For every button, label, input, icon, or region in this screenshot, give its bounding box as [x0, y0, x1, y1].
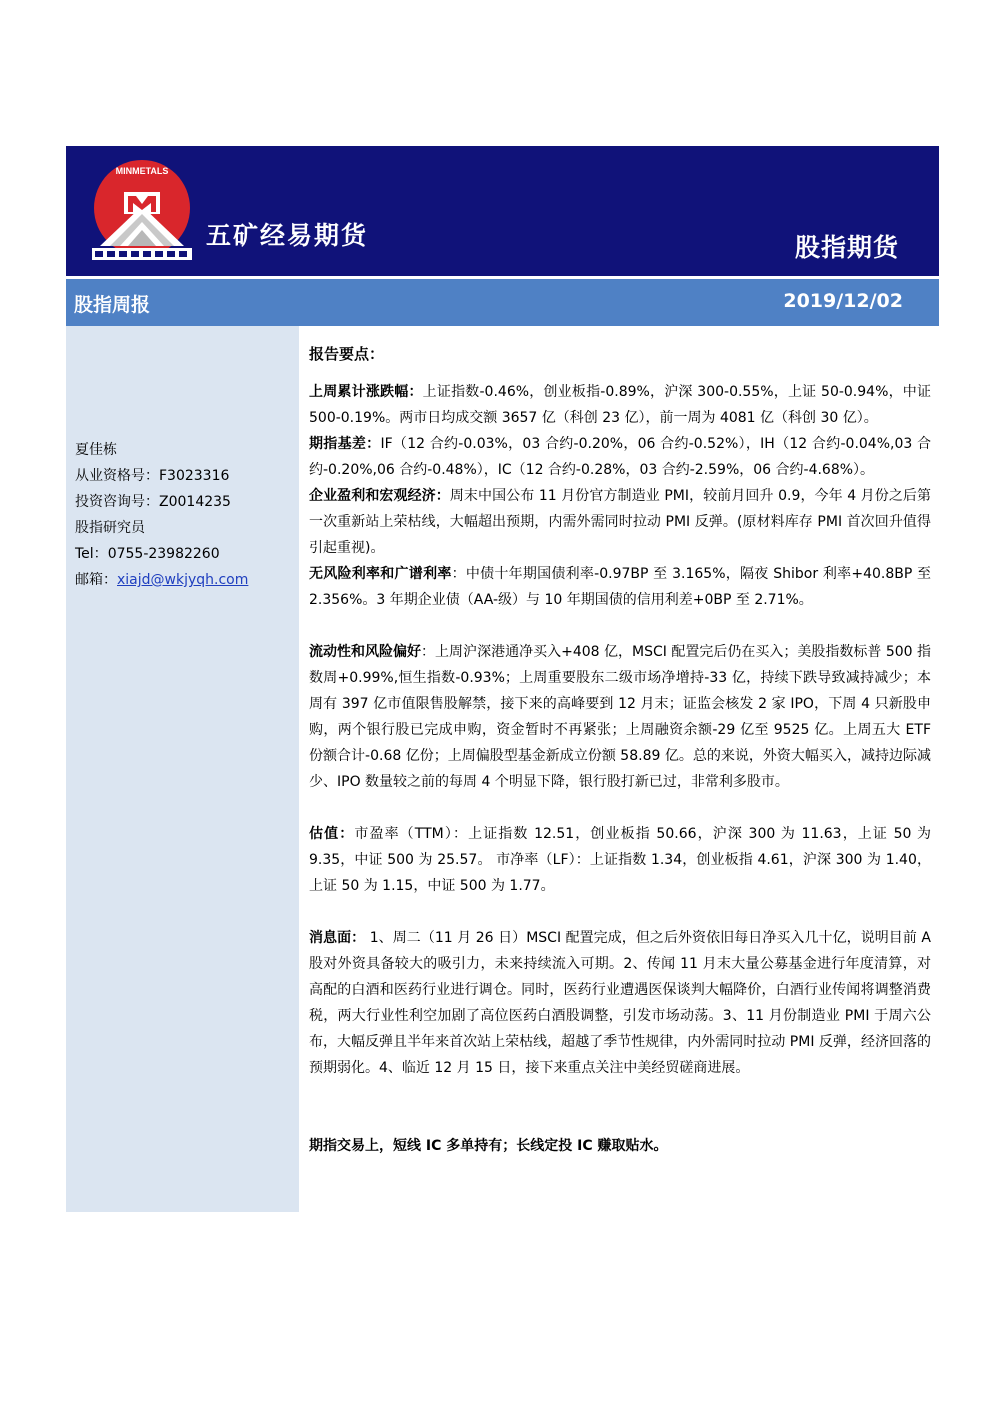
author-title: 股指研究员 [75, 520, 145, 536]
label-news: 消息面： [309, 930, 366, 946]
label-rates: 无风险利率和广谱利率 [309, 566, 452, 582]
author-name: 夏佳栋 [75, 442, 117, 458]
paragraph-news: 消息面： 1、周二（11 月 26 日）MSCI 配置完成，但之后外资依旧每日净买入几十亿，说明目前 A 股对外资具备较大的吸引力，未来持续流入可期。2、传闻 11 月末大量公募基金进行年度清算，对高配的白酒和医药行业进行调仓。同时，医药行业遭遇医保谈判大幅降价，白酒行业传闻将调整消费税，两大行业性利空加剧了高位医药白酒股调整，引发市场动荡。3、11 月份制造业 PMI 于周六公布，大幅反弹且半年来首次站上荣枯线，超越了季节性规律，内外需同时拉动 PMI 反弹，经济回落的预期弱化。4、临近 12 月 15 日，接下来重点关注中美经贸磋商进展。 [309, 930, 931, 1076]
report-subheader [66, 279, 939, 326]
minmetals-logo [90, 154, 194, 264]
email-line [75, 567, 248, 593]
report-content [309, 341, 931, 1159]
email-link[interactable]: xiajd@wkjyqh.com [117, 572, 249, 588]
paragraph-macro: 企业盈利和宏观经济：周末中国公布 11 月份官方制造业 PMI，较前月回升 0.9，今年 4 月份之后第一次重新站上荣枯线，大幅超出预期，内需外需同时拉动 PMI 反弹。(原材料库存 PMI 首次回升值得引起重视)。 [309, 488, 932, 556]
paragraph-conclusion: 期指交易上，短线 IC 多单持有；长线定投 IC 赚取贴水。 [309, 1138, 668, 1154]
svg-text:MINMETALS: MINMETALS [115, 166, 169, 176]
advisory-line [75, 489, 248, 515]
author-info [75, 437, 248, 593]
label-basis: 期指基差： [309, 436, 381, 452]
paragraph-liquidity: 流动性和风险偏好：上周沪深港通净买入+408 亿，MSCI 配置完后仍在买入；美股指数标普 500 指数周+0.99%,恒生指数-0.93%；上周重要股东二级市场净增持-33 亿，持续下跌导致减持减少；本周有 397 亿市值限售股解禁，接下来的高峰要到 12 月末；证监会核发 2 家 IPO，下周 4 只新股申购，两个银行股已完成申购，资金暂时不再紧张；上周融资余额-29 亿至 9525 亿。上周五大 ETF 份额合计-0.68 亿份；上周偏股型基金新成立份额 58.89 亿。总的来说，外资大幅买入，减持边际减少、IPO 数量较之前的每周 4 个明显下降，银行股打新已过，非常利多股市。 [309, 644, 932, 790]
author-sidebar [66, 326, 299, 1212]
paragraph-basis: 期指基差：IF（12 合约-0.03%，03 合约-0.20%，06 合约-0.52%），IH（12 合约-0.04%,03 合约-0.20%,06 合约-0.48%），IC（12 合约-0.28%，03 合约-2.59%，06 合约-4.68%）。 [309, 436, 932, 478]
advisory-number: Z0014235 [159, 494, 231, 510]
license-number: F3023316 [159, 468, 230, 484]
license-line [75, 463, 248, 489]
report-heading: 报告要点： [309, 345, 385, 363]
label-weekly-change: 上周累计涨跌幅： [309, 384, 423, 400]
paragraph-valuation: 估值：市盈率（TTM）：上证指数 12.51，创业板指 50.66，沪深 300 为 11.63，上证 50 为 9.35，中证 500 为 25.57。 市净率（LF）：上证指数 1.34，创业板指 4.61，沪深 300 为 1.40，上证 50 为 1.15，中证 500 为 1.77。 [309, 826, 931, 894]
label-valuation: 估值： [309, 826, 355, 842]
tel-label: Tel： [75, 546, 108, 562]
tel-line [75, 541, 248, 567]
advisory-label: 投资咨询号： [75, 494, 159, 510]
report-type: 股指周报 [74, 294, 151, 316]
license-label: 从业资格号： [75, 468, 159, 484]
report-date: 2019/12/02 [783, 290, 903, 312]
company-name: 五矿经易期货 [206, 221, 369, 250]
paragraph-rates: 无风险利率和广谱利率：中债十年期国债利率-0.97BP 至 3.165%，隔夜 Shibor 利率+40.8BP 至 2.356%。3 年期企业债（AA-级）与 10 年期国债的信用利差+0BP 至 2.71%。 [309, 566, 931, 608]
paragraph-weekly-change: 上周累计涨跌幅：上证指数-0.46%，创业板指-0.89%，沪深 300-0.55%，上证 50-0.94%，中证 500-0.19%。两市日均成交额 3657 亿（科创 23 亿），前一周为 4081 亿（科创 30 亿）。 [309, 384, 932, 426]
header-banner [66, 146, 939, 276]
product-name: 股指期货 [794, 233, 899, 262]
tel-number: 0755-23982260 [107, 546, 220, 562]
email-label: 邮箱： [75, 572, 117, 588]
label-macro: 企业盈利和宏观经济： [309, 488, 450, 504]
label-liquidity: 流动性和风险偏好 [309, 644, 422, 660]
